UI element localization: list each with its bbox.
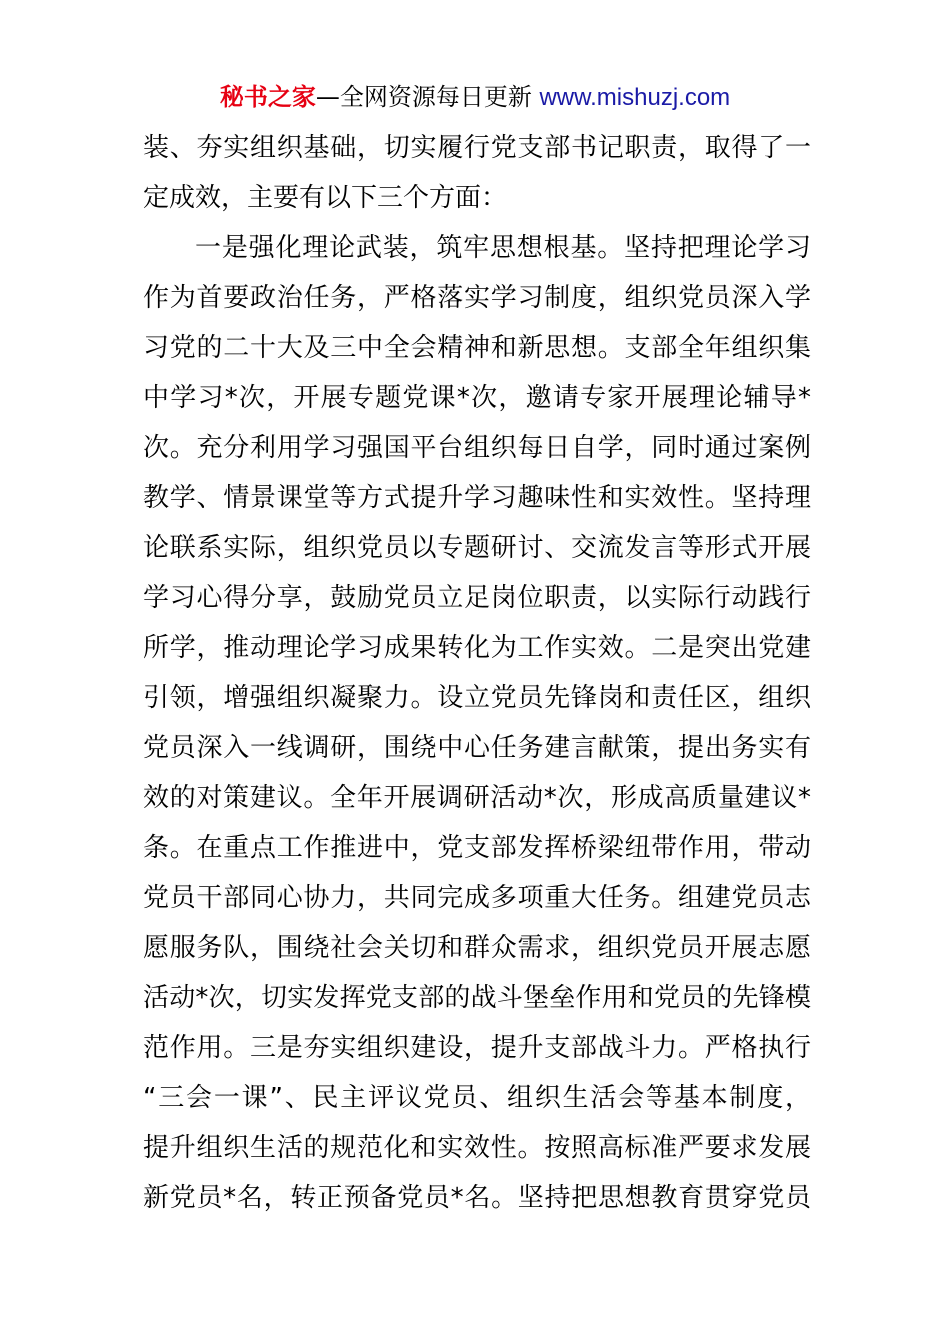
brand-name: 秘书之家 bbox=[219, 83, 316, 111]
body-line: 提升组织生活的规范化和实效性。按照高标准严要求发展 bbox=[143, 1133, 811, 1163]
body-line: “三会一课”、民主评议党员、组织生活会等基本制度， bbox=[143, 1083, 811, 1113]
body-line: 定成效，主要有以下三个方面： bbox=[143, 183, 508, 213]
body-line: 效的对策建议。全年开展调研活动*次，形成高质量建议* bbox=[143, 783, 811, 813]
body-line: 新党员*名，转正预备党员*名。坚持把思想教育贯穿党员 bbox=[143, 1183, 811, 1213]
body-line: 愿服务队，围绕社会关切和群众需求，组织党员开展志愿 bbox=[143, 933, 811, 963]
body-line: 作为首要政治任务，严格落实学习制度，组织党员深入学 bbox=[143, 283, 811, 313]
site-url-link[interactable]: www.mishuzj.com bbox=[539, 84, 731, 111]
document-body bbox=[143, 123, 811, 1223]
body-line: 一是强化理论武装，筑牢思想根基。坚持把理论学习 bbox=[195, 233, 811, 263]
body-line: 习党的二十大及三中全会精神和新思想。支部全年组织集 bbox=[143, 333, 811, 363]
body-line: 次。充分利用学习强国平台组织每日自学，同时通过案例 bbox=[143, 433, 811, 463]
body-line: 条。在重点工作推进中，党支部发挥桥梁纽带作用，带动 bbox=[143, 833, 811, 863]
body-line: 论联系实际，组织党员以专题研讨、交流发言等形式开展 bbox=[143, 533, 811, 563]
body-line: 范作用。三是夯实组织建设，提升支部战斗力。严格执行 bbox=[143, 1033, 811, 1063]
body-line: 教学、情景课堂等方式提升学习趣味性和实效性。坚持理 bbox=[143, 483, 811, 513]
header-tagline: —全网资源每日更新 bbox=[315, 83, 532, 111]
site-header bbox=[0, 80, 950, 115]
body-line: 党员干部同心协力，共同完成多项重大任务。组建党员志 bbox=[143, 883, 811, 913]
body-line: 党员深入一线调研，围绕中心任务建言献策，提出务实有 bbox=[143, 733, 811, 763]
body-line: 引领，增强组织凝聚力。设立党员先锋岗和责任区，组织 bbox=[143, 683, 811, 713]
body-line: 中学习*次，开展专题党课*次，邀请专家开展理论辅导* bbox=[143, 383, 811, 413]
body-line: 装、夯实组织基础，切实履行党支部书记职责，取得了一 bbox=[143, 133, 811, 163]
body-line: 学习心得分享，鼓励党员立足岗位职责，以实际行动践行 bbox=[143, 583, 811, 613]
body-line: 活动*次，切实发挥党支部的战斗堡垒作用和党员的先锋模 bbox=[143, 983, 811, 1013]
body-line: 所学，推动理论学习成果转化为工作实效。二是突出党建 bbox=[143, 633, 811, 663]
